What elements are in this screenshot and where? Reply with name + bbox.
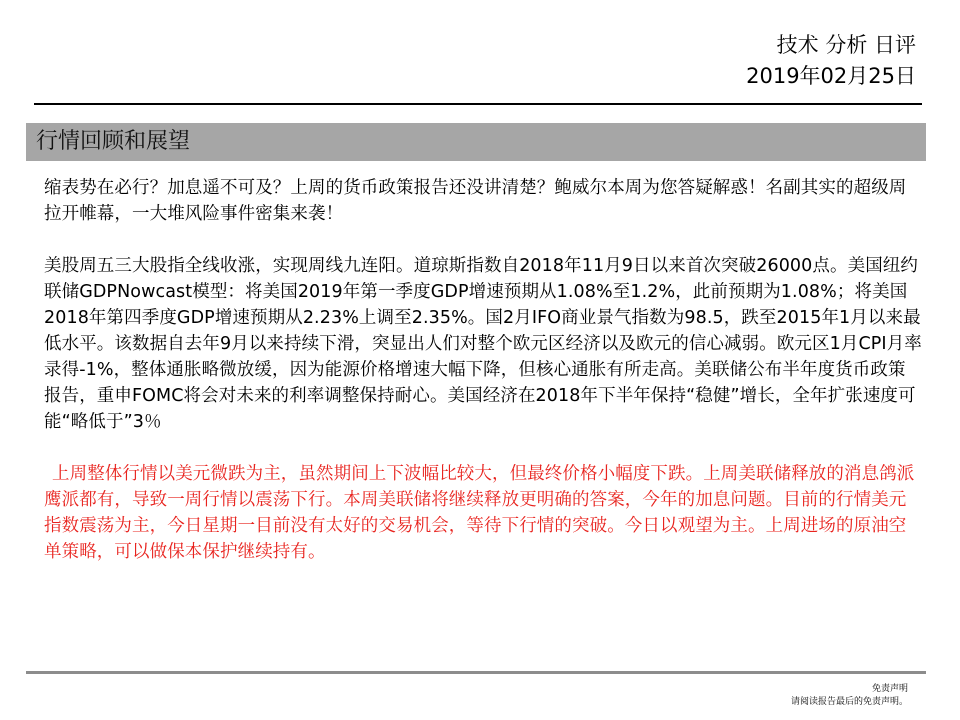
disclaimer-title: 免责声明 bbox=[871, 684, 908, 694]
intro-paragraph: 缩表势在必行？加息遥不可及？上周的货币政策报告还没讲清楚？鲍威尔本周为您答疑解惑！名副其实的超级周拉开帷幕，一大堆风险事件密集来袭！ bbox=[44, 178, 907, 224]
section-header-bar bbox=[26, 123, 926, 161]
header-divider bbox=[34, 103, 922, 105]
outlook-paragraph: 上周整体行情以美元微跌为主，虽然期间上下波幅比较大，但最终价格小幅度下跌。上周美联储释放的消息鸽派鹰派都有，导致一周行情以震荡下行。本周美联储将继续释放更明确的答案，今年的加息问题。目前的行情美元指数震荡为主，今日星期一目前没有太好的交易机会，等待下行情的突破。今日以观望为主。上周进场的原油空单策略，可以做保本保护继续持有。 bbox=[44, 464, 915, 562]
section-title: 行情回顾和展望 bbox=[36, 129, 191, 154]
report-header bbox=[746, 30, 916, 92]
disclaimer bbox=[791, 683, 908, 709]
report-body bbox=[44, 175, 922, 591]
disclaimer-text: 请阅读报告最后的免责声明。 bbox=[790, 697, 908, 707]
footer-divider bbox=[26, 671, 926, 674]
report-date: 2019年02月25日 bbox=[746, 64, 916, 88]
report-type: 技术 分析 日评 bbox=[776, 33, 916, 57]
market-review-paragraph: 美股周五三大股指全线收涨，实现周线九连阳。道琼斯指数自2018年11月9日以来首次突破26000点。美国纽约联储GDPNowcast模型：将美国2019年第一季度GDP增速预期从1.08%至1.2%，此前预期为1.08%；将美国2018年第四季度GDP增速预期从2.23%上调至2.35%。国2月IFO商业景气指数为98.5，跌至2015年1月以来最低水平。该数据自去年9月以来持续下滑，突显出人们对整个欧元区经济以及欧元的信心减弱。欧元区1月CPI月率录得-1%，整体通胀略微放缓，因为能源价格增速大幅下降，但核心通胀有所走高。美联储公布半年度货币政策报告，重申FOMC将会对未来的利率调整保持耐心。美国经济在2018年下半年保持“稳健”增长，全年扩张速度可能“略低于”3％ bbox=[44, 256, 922, 432]
